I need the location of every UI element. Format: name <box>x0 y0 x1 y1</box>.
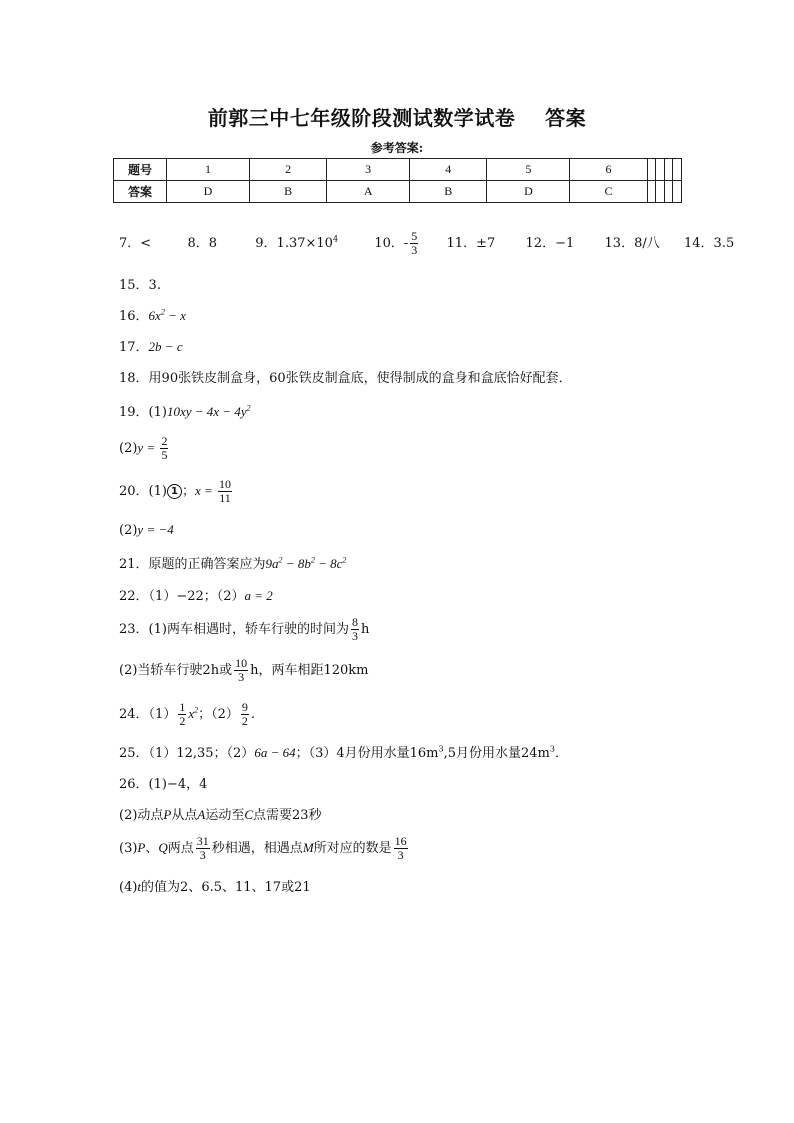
page-title: 前郭三中七年级阶段测试数学试卷 答案 <box>207 106 587 130</box>
table-cell <box>664 181 673 203</box>
answer-25: 25．（1）12,35；（2）6a − 64；（3）4月份用水量$16m^3,5$月份用水量$24m^3$． <box>119 744 568 761</box>
fraction: $\frac{10}{3}$ <box>235 656 248 684</box>
answer-23-1: 23．(1)两车相遇时，轿车行驶的时间为 $\frac{8}{3}$ h <box>119 615 370 643</box>
answer-22: 22．（1）−22；（2）a = 2 <box>119 588 273 604</box>
fraction: $\frac{5}{3}$ <box>411 229 418 257</box>
fraction: $\frac{1}{2}$ <box>179 700 186 728</box>
table-cell: 4 <box>410 159 487 181</box>
table-cell: B <box>249 181 326 203</box>
answer-11: 11．±7 <box>446 236 496 251</box>
answer-16: 16．$6x^2 - x$ <box>119 307 186 324</box>
answer-14: 14．3.5 <box>684 236 735 251</box>
fraction: $\frac{8}{3}$ <box>351 615 358 643</box>
table-cell: 6 <box>570 159 647 181</box>
table-cell: 1 <box>167 159 250 181</box>
answer-26-3: (3)P、Q两点 $\frac{31}{3}$ 秒相遇，相遇点M所对应的数是 $\frac{16}{3}$ <box>119 834 407 862</box>
answer-24: 24．（1） $\frac{1}{2}$ $x^2$；（2） $\frac{9}{2}$ . <box>119 700 256 728</box>
table-cell: 5 <box>487 159 570 181</box>
fraction: $\frac{10}{11}$ <box>219 477 232 505</box>
answer-19-2: (2)y = $\frac{2}{5}$ <box>119 434 168 462</box>
fraction: $\frac{2}{5}$ <box>161 434 168 462</box>
answer-8: 8．8 <box>187 236 217 251</box>
answer-table <box>113 158 682 203</box>
table-cell: D <box>487 181 570 203</box>
fraction: $\frac{31}{3}$ <box>196 834 209 862</box>
table-cell <box>673 159 682 181</box>
answer-19-1: 19．$(1)10xy - 4x - 4y^2$ <box>119 403 251 420</box>
table-cell: 题号 <box>114 159 167 181</box>
table-row <box>114 159 682 181</box>
fraction: $\frac{9}{2}$ <box>241 700 248 728</box>
table-cell <box>673 181 682 203</box>
subtitle: 参考答案: <box>370 141 424 155</box>
table-cell: C <box>570 181 647 203</box>
answer-21: 21．原题的正确答案应为$9a^2 - 8b^2 - 8c^2$ <box>119 555 347 572</box>
answer-line-7-14 <box>119 230 734 257</box>
table-row <box>114 181 682 203</box>
table-cell <box>647 181 656 203</box>
answer-15: 15．3. <box>119 278 161 293</box>
table-cell <box>664 159 673 181</box>
answer-23-2: (2)当轿车行驶2h或 $\frac{10}{3}$ h，两车相距120km <box>119 656 369 684</box>
answer-26-1: 26．(1)−4，4 <box>119 777 208 792</box>
circled-number: 1 <box>167 484 182 499</box>
answer-10: 10．- $\frac{5}{3}$ <box>374 229 418 257</box>
table-cell: A <box>327 181 410 203</box>
answer-20-1: 20．(1) 1 ；x = $\frac{10}{11}$ <box>119 477 232 505</box>
table-cell: 答案 <box>114 181 167 203</box>
answer-18: 18．用90张铁皮制盒身，60张铁皮制盒底，使得制成的盒身和盒底恰好配套． <box>119 371 572 386</box>
table-cell <box>656 181 665 203</box>
table-cell: B <box>410 181 487 203</box>
table-cell <box>647 159 656 181</box>
table-cell <box>656 159 665 181</box>
answer-7: 7．< <box>119 236 152 251</box>
table-cell: 3 <box>327 159 410 181</box>
answer-26-2: (2)动点P从点A运动至C点需要23秒 <box>119 807 322 823</box>
answer-20-2: (2)y = −4 <box>119 522 174 538</box>
answer-12: 12．−1 <box>525 236 575 251</box>
fraction: $\frac{16}{3}$ <box>394 834 407 862</box>
answer-17: 17．2b − c <box>119 339 183 355</box>
answer-26-4: (4)t的值为2、6.5、11、17或21 <box>119 879 311 895</box>
answer-13: 13．8/八 <box>604 236 660 251</box>
table-cell: 2 <box>249 159 326 181</box>
table-cell: D <box>167 181 250 203</box>
answer-9: 9．$1.37\times 10^4$ <box>255 234 339 251</box>
